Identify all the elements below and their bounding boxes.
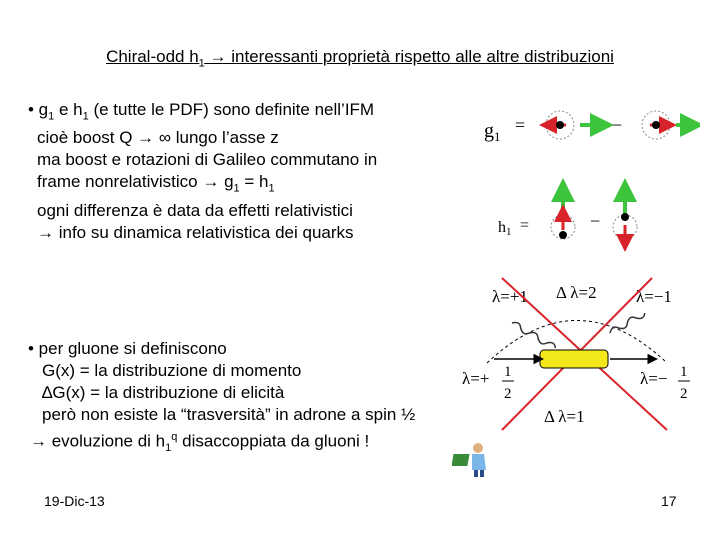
lambda-plus-half-den: 2 bbox=[504, 386, 512, 402]
h1-left-dot bbox=[559, 231, 567, 239]
footer-date: 19-Dic-13 bbox=[44, 493, 105, 509]
slide-title: Chiral-odd $h_1$ → interessanti proprietà rispetto alle altre distribuzioni bbox=[106, 47, 614, 70]
bullet1-line3: ma boost e rotazioni di Galileo commutano in bbox=[37, 150, 378, 170]
h1-right-dot bbox=[621, 213, 629, 221]
lambda-minus-half-den: 2 bbox=[680, 386, 688, 402]
h1-equals: = bbox=[520, 217, 530, 234]
delta-lambda-two: Δ λ=2 bbox=[556, 283, 597, 302]
delta-lambda-one: Δ λ=1 bbox=[544, 407, 585, 426]
g1-right-dot bbox=[652, 121, 660, 129]
bullet-gluon bbox=[28, 338, 415, 459]
h1-label: h1 bbox=[498, 219, 512, 238]
bullet2-line3: ∆G(x) = la distribuzione di elicità bbox=[42, 383, 285, 402]
g1-h1-spin-diagram bbox=[470, 95, 700, 255]
bullet1-line2: cioè boost Q → ∞ lungo l’asse z bbox=[37, 128, 279, 148]
lambda-minus-half-num: 1 bbox=[680, 364, 688, 380]
lambda-minus-half: λ=− bbox=[640, 369, 668, 388]
g1-minus: − bbox=[612, 115, 623, 135]
lambda-minus-one-top: λ=−1 bbox=[636, 287, 672, 306]
gluon-helicity-diagram bbox=[452, 268, 702, 438]
bullet2-line5: → evoluzione di $h_1^q$ disaccoppiata da gluoni ! bbox=[30, 431, 370, 455]
g1-equals: = bbox=[515, 115, 526, 135]
lambda-plus-half-num: 1 bbox=[504, 364, 512, 380]
bullet-g1-h1 bbox=[28, 99, 377, 244]
bullet2-line4: però non esiste la “trasversità” in adrone a spin ½ bbox=[42, 405, 416, 424]
bullet1-line6: → info su dinamica relativistica dei quarks bbox=[37, 222, 354, 242]
gluon-right bbox=[609, 310, 647, 335]
lambda-plus-half: λ=+ bbox=[462, 369, 490, 388]
bullet2-line2: G(x) = la distribuzione di momento bbox=[42, 361, 302, 380]
bullet1-line1: • $g_1$ e $h_1$ (e tutte le PDF) sono definite nell’IFM bbox=[28, 100, 375, 123]
bullet1-line4: frame nonrelativistico → $g_1 = h_1$ bbox=[37, 172, 275, 195]
g1-label: $g_1$ bbox=[484, 120, 501, 144]
page-number: 17 bbox=[661, 493, 677, 509]
lambda-plus-one-top: λ=+1 bbox=[492, 287, 528, 306]
g1-left-dot bbox=[556, 121, 564, 129]
h1-minus: − bbox=[590, 211, 601, 231]
clipart-person-icon bbox=[452, 440, 492, 478]
bullet2-line1: • per gluone si definiscono bbox=[28, 339, 227, 358]
gluon-left bbox=[511, 320, 557, 350]
bullet1-line5: ogni differenza è data da effetti relativistici bbox=[37, 200, 353, 220]
parton-blob bbox=[540, 350, 608, 368]
